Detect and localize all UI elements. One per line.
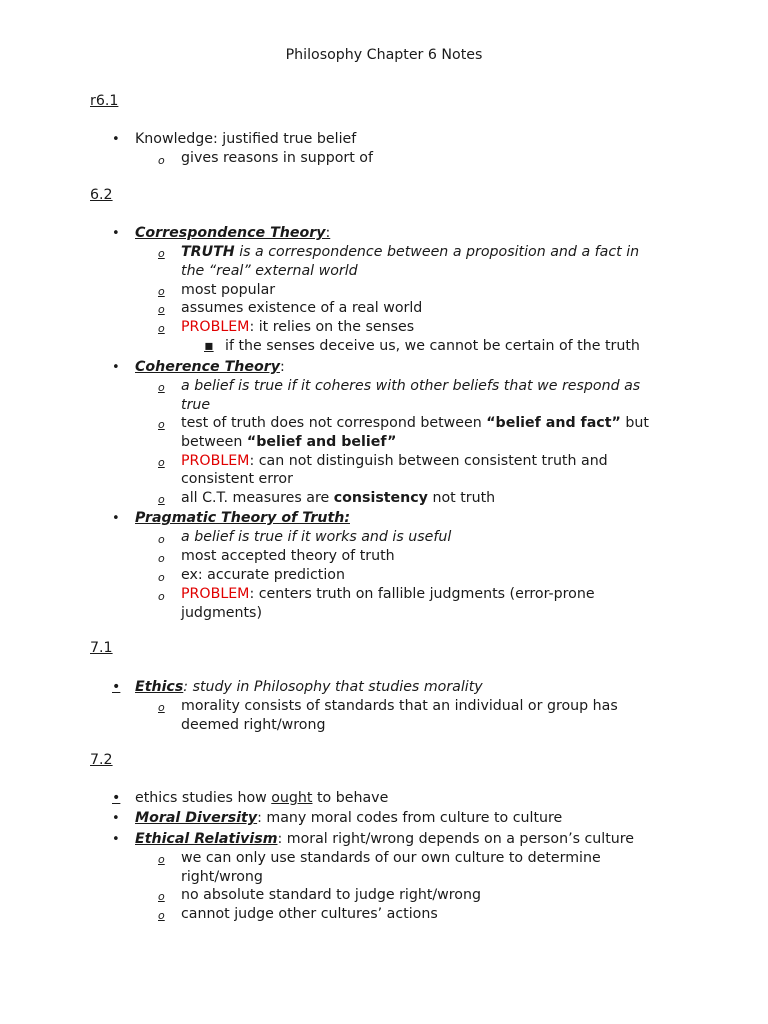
bullet-icon: • (112, 511, 120, 526)
document-title: Philosophy Chapter 6 Notes (285, 47, 483, 63)
list-item-own-culture-cont: right/wrong (181, 869, 263, 885)
list-item-pragmatic-theory (135, 509, 350, 528)
term-coherence-theory: Coherence Theory (135, 359, 280, 375)
bullet-icon: • (112, 811, 120, 826)
list-item-truth-definition-cont: the “real” external world (181, 263, 358, 279)
list-item-ct-measures: all C.T. measures are consistency not truth (181, 490, 496, 506)
list-item-problem-fallible: PROBLEM: centers truth on fallible judgments (error-prone (181, 586, 595, 602)
circle-bullet-icon: o (158, 552, 165, 565)
section-heading-r6-1: r6.1 (90, 93, 119, 109)
list-item-knowledge: Knowledge: justified true belief (135, 131, 357, 147)
list-item-own-culture: we can only use standards of our own culture to determine (181, 850, 601, 866)
term-pragmatic-theory: Pragmatic Theory of Truth: (135, 510, 350, 526)
list-item-problem-consistency: PROBLEM: can not distinguish between consistent truth and (181, 453, 608, 469)
list-item-ought: ethics studies how ought to behave (135, 790, 389, 806)
circle-bullet-icon: o (158, 533, 165, 546)
list-item-no-absolute: no absolute standard to judge right/wrong (181, 887, 481, 903)
list-item-cannot-judge: cannot judge other cultures’ actions (181, 906, 438, 922)
bullet-icon: • (112, 132, 120, 147)
list-item-works-useful: a belief is true if it works and is useful (181, 529, 452, 545)
bullet-icon: • (112, 790, 121, 806)
list-item-morality: morality consists of standards that an individual or group has (181, 698, 618, 714)
list-item-coheres: a belief is true if it coheres with other beliefs that we respond as (181, 378, 641, 394)
list-item-reasons: gives reasons in support of (181, 150, 373, 166)
circle-bullet-icon: o (158, 890, 165, 903)
list-item-morality-cont: deemed right/wrong (181, 717, 326, 733)
list-item-ethics: Ethics: study in Philosophy that studies morality (135, 679, 483, 695)
circle-bullet-icon: o (158, 590, 165, 603)
problem-label: PROBLEM (181, 319, 250, 335)
list-item-coherence-theory: Coherence Theory: (135, 359, 285, 375)
list-item-coheres-cont: true (181, 397, 211, 413)
circle-bullet-icon: o (158, 381, 165, 394)
circle-bullet-icon: o (158, 285, 165, 298)
term-ethics: Ethics (135, 679, 184, 695)
list-item-most-popular: most popular (181, 282, 276, 298)
list-item-problem-senses: PROBLEM: it relies on the senses (181, 319, 415, 335)
list-item-most-accepted: most accepted theory of truth (181, 548, 395, 564)
circle-bullet-icon: o (158, 322, 165, 335)
circle-bullet-icon: o (158, 853, 165, 866)
list-item-real-world: assumes existence of a real world (181, 300, 423, 316)
circle-bullet-icon: o (158, 303, 165, 316)
bullet-icon: • (112, 226, 120, 241)
circle-bullet-icon: o (158, 701, 165, 714)
term-truth: TRUTH (181, 244, 235, 260)
circle-bullet-icon: o (158, 456, 165, 469)
term-ethical-relativism: Ethical Relativism (135, 831, 278, 847)
list-item-test-of-truth-cont: between “belief and belief” (181, 434, 397, 450)
list-item-senses-deceive: if the senses deceive us, we cannot be certain of the truth (225, 338, 640, 354)
circle-bullet-icon: o (158, 154, 165, 167)
bullet-icon: • (112, 679, 121, 695)
list-item-ethical-relativism: Ethical Relativism: moral right/wrong depends on a person’s culture (135, 831, 635, 847)
bullet-icon: • (112, 360, 120, 375)
square-bullet-icon: ▪ (204, 338, 214, 354)
term-correspondence-theory: Correspondence Theory (135, 225, 326, 241)
circle-bullet-icon: o (158, 247, 165, 260)
section-heading-6-2: 6.2 (90, 187, 113, 203)
section-heading-7-2: 7.2 (90, 752, 113, 768)
list-item-accurate-prediction: ex: accurate prediction (181, 567, 345, 583)
term-moral-diversity: Moral Diversity (135, 810, 258, 826)
circle-bullet-icon: o (158, 571, 165, 584)
section-heading-7-1: 7.1 (90, 640, 113, 656)
list-item-moral-diversity: Moral Diversity: many moral codes from culture to culture (135, 810, 563, 826)
list-item-test-of-truth: test of truth does not correspond between “belief and fact” but (181, 415, 649, 431)
problem-label: PROBLEM (181, 453, 250, 469)
list-item-problem-fallible-cont: judgments) (181, 605, 262, 621)
list-item-truth-definition: TRUTH is a correspondence between a proposition and a fact in (181, 244, 640, 260)
list-item-correspondence-theory: Correspondence Theory: (135, 225, 331, 241)
circle-bullet-icon: o (158, 418, 165, 431)
list-item-problem-consistency-cont: consistent error (181, 471, 293, 487)
problem-label: PROBLEM (181, 586, 250, 602)
bullet-icon: • (112, 832, 120, 847)
circle-bullet-icon: o (158, 493, 165, 506)
circle-bullet-icon: o (158, 909, 165, 922)
